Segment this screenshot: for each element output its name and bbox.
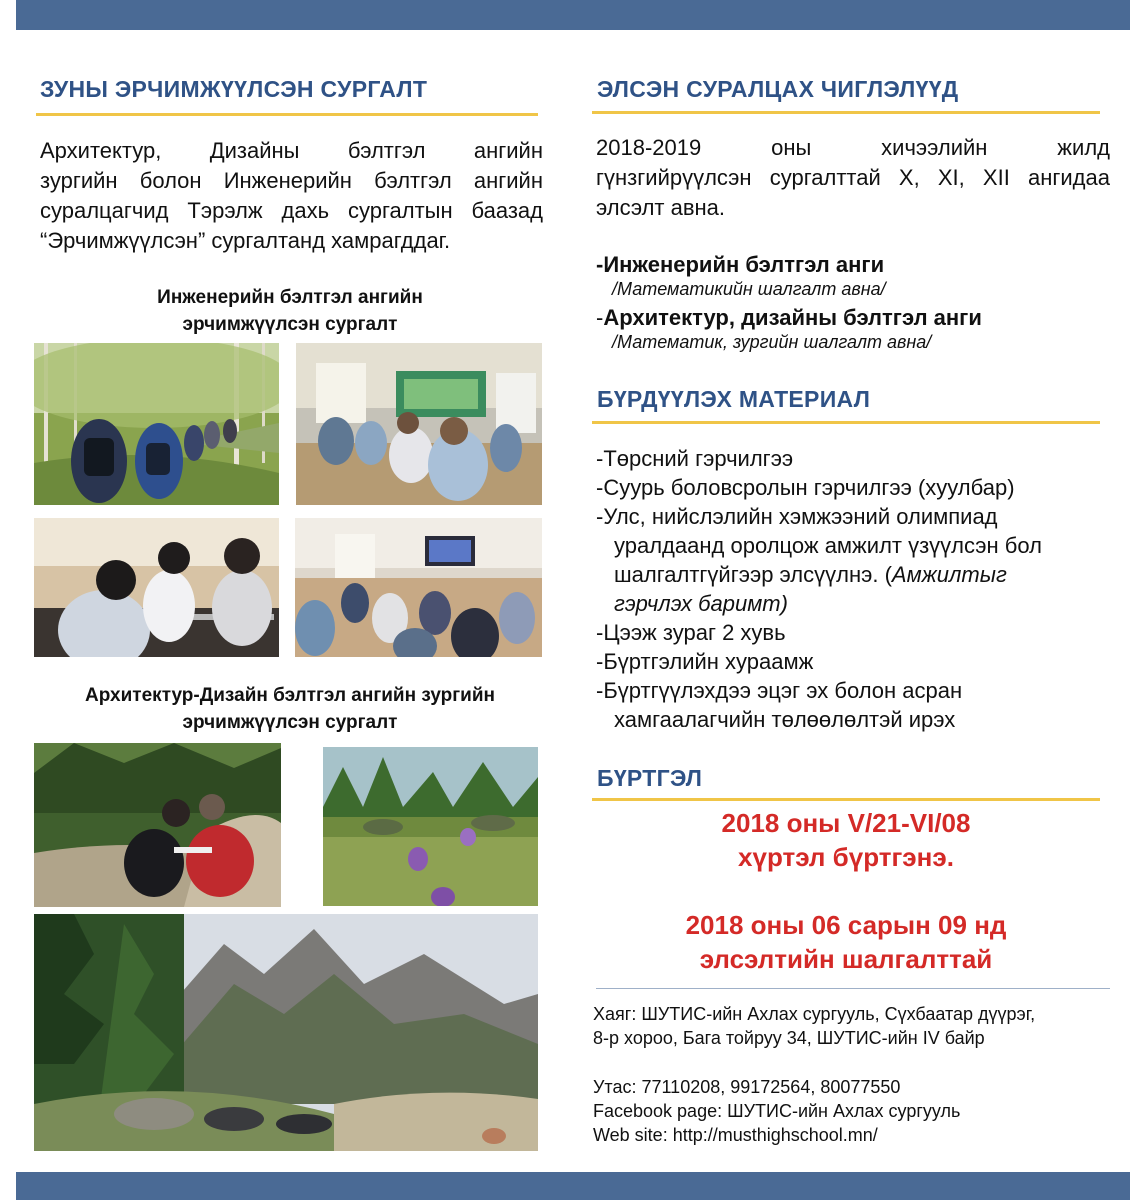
address: [593, 1002, 1123, 1050]
phone-numbers: Утас: 77110208, 99172564, 80077550: [593, 1077, 901, 1097]
list-item-line: уралдаанд оролцож амжилт үзүүлсэн бол: [614, 533, 1042, 558]
heading-rule: [36, 113, 538, 116]
mountain-landscape-photo: [34, 914, 538, 1151]
intro-line: суралцагчид Тэрэлж дахь сургалтын баазад: [40, 198, 543, 223]
list-item-emphasis: гэрчлэх баримт): [614, 591, 788, 616]
admission-line: гүнзгийрүүлсэн сургалттай X, XI, XII ангидаа: [596, 165, 1110, 190]
architecture-caption: [40, 682, 540, 736]
admission-intro: [596, 133, 1110, 223]
list-item-line: хамгаалагчийн төлөөлөлтэй ирэх: [614, 707, 956, 732]
exam-line: 2018 оны 06 сарын 09 нд: [685, 910, 1007, 940]
website-link: Web site: http://musthighschool.mn/: [593, 1125, 878, 1145]
registration-line: 2018 оны V/21-VI/08: [721, 808, 971, 838]
architecture-track-note: /Математик, зургийн шалгалт авна/: [612, 332, 932, 352]
materials-list: [596, 444, 1116, 734]
top-banner: [16, 0, 1130, 30]
contact-divider: [596, 988, 1110, 989]
architecture-track-label: Архитектур, дизайны бэлтгэл анги: [603, 305, 982, 330]
address-line: 8-р хороо, Бага тойруу 34, ШУТИС-ийн IV байр: [593, 1028, 985, 1048]
intro-line: Архитектур, Дизайны бэлтгэл ангийн: [40, 138, 543, 163]
engineering-track-note: /Математикийн шалгалт авна/: [612, 279, 886, 299]
facebook-page: Facebook page: ШУТИС-ийн Ахлах сургууль: [593, 1101, 961, 1121]
contact-info: [593, 1075, 1123, 1147]
registration-period: [596, 806, 1096, 874]
caption-line: Инженерийн бэлтгэл ангийн: [157, 287, 423, 308]
materials-heading: БҮРДҮҮЛЭХ МАТЕРИАЛ: [597, 386, 871, 412]
lecture-photo: [295, 518, 542, 657]
intro-line: “Эрчимжүүлсэн” сургалтанд хамрагддаг.: [40, 228, 451, 253]
list-item: -Цээж зураг 2 хувь: [596, 620, 786, 645]
list-item: [596, 676, 1116, 734]
sketching-rocks-photo: [34, 743, 281, 907]
flowers-photo: [323, 747, 538, 906]
registration-line: хүртэл бүртгэнэ.: [738, 842, 954, 872]
admission-line: 2018-2019 оны хичээлийн жилд: [596, 135, 1110, 160]
classroom-photo: [296, 343, 542, 505]
heading-rule: [592, 798, 1100, 801]
heading-rule: [592, 111, 1100, 114]
list-item: -Бүртгэлийн хураамж: [596, 649, 814, 674]
address-line: Хаяг: ШУТИС-ийн Ахлах сургууль, Сүхбаатар дүүрэг,: [593, 1004, 1036, 1024]
admission-line: элсэлт авна.: [596, 195, 726, 220]
exam-date: [596, 908, 1096, 976]
lab-photo: [34, 518, 279, 657]
list-item-line: [596, 589, 1116, 618]
admission-heading: ЭЛСЭН СУРАЛЦАХ ЧИГЛЭЛҮҮД: [597, 76, 959, 102]
exam-line: элсэлтийн шалгалттай: [699, 944, 993, 974]
list-item-line: -Бүртгүүлэхдээ эцэг эх болон асран: [596, 678, 963, 703]
list-item: -Суурь боловсролын гэрчилгээ (хуулбар): [596, 475, 1015, 500]
track-dash: -: [596, 305, 604, 330]
architecture-track-title: [596, 305, 982, 331]
caption-line: эрчимжүүлсэн сургалт: [182, 712, 398, 733]
list-item-text: шалгалтгүйгээр элсүүлнэ. (: [614, 562, 892, 587]
list-item-line: [596, 560, 1116, 589]
summer-training-heading: ЗУНЫ ЭРЧИМЖҮҮЛСЭН СУРГАЛТ: [40, 76, 428, 102]
intro-line: зургийн болон Инженерийн бэлтгэл ангийн: [40, 168, 543, 193]
hiking-photo: [34, 343, 279, 505]
summer-training-intro: [40, 136, 543, 256]
list-item-line: -Улс, нийслэлийн хэмжээний олимпиад: [596, 504, 998, 529]
heading-rule: [592, 421, 1100, 424]
list-item: -Төрсний гэрчилгээ: [596, 446, 794, 471]
list-item-emphasis: Амжилтыг: [891, 562, 1007, 587]
registration-heading: БҮРТГЭЛ: [597, 765, 703, 791]
bottom-banner: [16, 1172, 1130, 1200]
caption-line: Архитектур-Дизайн бэлтгэл ангийн зургийн: [84, 685, 496, 706]
engineering-caption: [40, 284, 540, 338]
list-item: [596, 502, 1116, 618]
caption-line: эрчимжүүлсэн сургалт: [182, 314, 398, 335]
engineering-track-title: -Инженерийн бэлтгэл анги: [596, 252, 885, 277]
